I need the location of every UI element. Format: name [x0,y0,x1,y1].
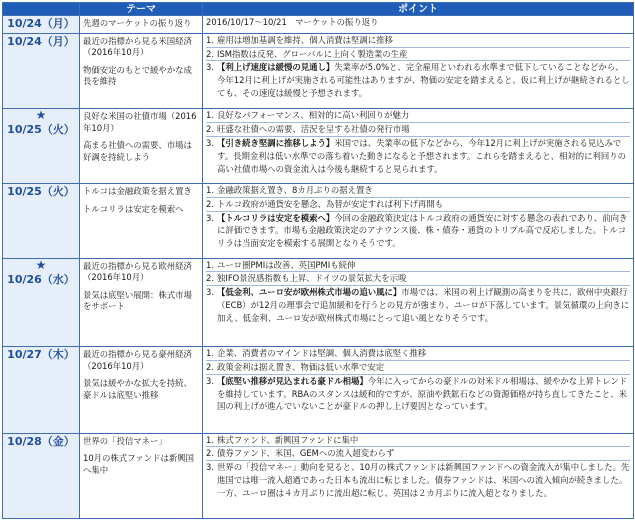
point-number: 3. [206,287,214,298]
point-cell [203,33,634,109]
point-text-wrap [217,375,630,413]
point-text-wrap [217,184,630,197]
point-text: 世界の「投信マネー」動向を見ると、10月の株式ファンドは新興国ファンドへの資金流入が集中しました。先進国では唯一流入超過であった日本も流出に転じました。債券ファンドは、米国への流入傾向が続きました。一方、ユーロ圏は４カ月ぶりに流出超に転じ、英国は２カ月ぶりに流入超となりました。 [217,462,630,498]
point-text: 企業、消費者のマインドは堅調、個人消費は底堅く推移 [217,348,427,359]
point-text-wrap [217,48,630,61]
point-text-wrap [217,286,630,324]
point-item [206,16,630,29]
point-heading: 【低金利、ユーロ安が欧州株式市場の追い風に】 [217,287,402,298]
theme-cell [80,33,203,109]
point-number: 2. [206,273,214,284]
point-text-wrap [217,347,630,360]
point-number: 3. [206,212,214,223]
point-text: 今回の金融政策決定はトルコ政府の通貨安に対する懸念の表れであり、前向きに評価できます。市場も金融政策決定のアナウンス後、株・債券・通貨のトリプル高で反応しました。トルコリラは当面安定を模索する展開となりそうです。 [217,212,628,249]
theme-title: 最近の指標から見る豪州経済（2016年10月） [83,349,192,371]
point-item [206,259,630,273]
point-text-wrap [217,447,630,460]
theme-title: 最近の指標から見る欧州経済（2016年10月） [83,260,192,283]
date-cell [3,33,80,109]
point-cell [203,258,634,347]
point-number: 1. [206,34,214,45]
theme-cell [80,16,203,34]
date-label: 10/24（月） [7,17,75,30]
date-cell [3,433,80,518]
point-number: 3. [206,62,214,73]
point-cell [203,433,634,518]
date-label: 10/25（火） [7,123,75,137]
point-cell [203,347,634,433]
table-row [3,433,634,518]
point-text: 株式ファンド、新興国ファンドに集中 [217,434,359,445]
point-item [206,286,630,324]
point-number: 1. [206,185,214,195]
point-text-wrap [217,212,630,250]
point-text: 旺盛な社債への需要、活況を呈する社債の発行市場 [217,124,410,135]
point-number: 2. [206,448,214,459]
date-label: 10/24（月） [7,34,75,48]
point-text-wrap [217,123,630,136]
table-row [3,258,634,347]
theme-subtitle: 物価安定のもとで緩やかな成長を維持 [83,64,192,87]
point-text: 失業率が5.0%と、完全雇用といわれる水準まで低下していることなどから、今年12月に利上げが実施される可能性はありますが、物価の安定を踏まえると、仮に利上げが継続されるとしても、その速度は緩慢と予想されます。 [217,62,630,99]
point-heading: 【底堅い推移が見込まれる豪ドル相場】 [217,375,368,386]
point-text-wrap [217,461,630,499]
theme-title: 良好な米国の社債市場（2016年10月） [83,111,197,133]
point-text: 債券ファンド、米国、GEMへの流入超変わらず [217,448,395,459]
point-item [206,109,630,123]
table-row [3,184,634,259]
point-text: ISM指数は反発、グローバルに上向く製造業の生産 [217,48,408,59]
report-table [2,2,634,519]
theme-subtitle: 景気は底堅い展開：株式市場をサポート [83,289,192,312]
point-text-wrap [217,34,630,47]
point-text-wrap [217,272,630,285]
theme-subtitle: トルコリラは安定を模索へ [83,203,184,214]
theme-title: 世界の「投信マネー」 [83,435,167,446]
point-number: 1. [206,259,214,270]
point-text: ユーロ圏PMIは改善、英国PMIも続伸 [217,259,356,270]
star-icon: ★ [35,108,47,123]
point-item [206,461,630,499]
point-text: 金融政策据え置き、8カ月ぶりの据え置き [217,185,373,195]
point-item [206,212,630,250]
date-cell [3,347,80,433]
table-row [3,33,634,109]
point-text-wrap [217,109,630,122]
theme-subtitle: 10月の株式ファンドは新興国へ集中 [83,453,194,475]
point-item [206,184,630,198]
point-item [206,34,630,48]
date-cell [3,258,80,347]
point-text-wrap [217,198,630,211]
point-item [206,272,630,286]
point-item [206,434,630,448]
point-text-wrap [217,361,630,374]
point-text-wrap [206,16,630,29]
point-item [206,347,630,361]
point-heading: 【引き続き堅調に推移しよう】 [217,138,335,149]
theme-cell [80,258,203,347]
point-cell [203,184,634,259]
theme-subtitle: 高まる社債への需要、市場は好調を持続しよう [83,140,192,162]
header-point: ポイント [203,3,634,16]
point-item [206,361,630,375]
date-label: 10/26（水） [7,272,75,286]
point-number: 2. [206,48,214,59]
date-cell [3,109,80,184]
table-row [3,109,634,184]
header-date [3,3,80,16]
point-text-wrap [217,434,630,447]
point-item [206,198,630,212]
point-number: 2. [206,198,214,209]
point-text-wrap [217,137,630,175]
point-item [206,447,630,461]
table-row [3,347,634,433]
point-item [206,123,630,137]
point-text: 米国では、失業率の低下などから、今年12月に利上げが実施される見込みです。長期金利は低い水準での落ち着いた動きになると予想されます。これらを踏まえると、相対的に利回りの高い社債市場への資金流入は今後も継続すると見られます。 [217,138,627,174]
table-row [3,16,634,34]
point-item [206,137,630,175]
star-icon: ★ [35,258,47,272]
point-item [206,375,630,413]
date-label: 10/27（木） [7,348,75,362]
point-cell [203,109,634,184]
point-number: 3. [206,138,214,149]
point-heading: 【トルコリラは安定を模索へ】 [217,212,335,223]
theme-subtitle: 景気は緩やかな拡大を持続、豪ドルは底堅い推移 [83,378,192,400]
point-text: 政策金利は据え置き、物価は低い水準で安定 [217,361,385,372]
point-text: 今年に入ってからの豪ドルの対米ドル相場は、緩やかな上昇トレンドを維持しています。RBAのスタンスは緩和的ですが、原油や鉄鉱石などの資源価格が持ち直してきたこと、米国の利上げが進んでいないことが豪ドルの押し上げ要因となっています。 [217,375,628,412]
point-number: 1. [206,434,214,445]
point-text: トルコ政府が通貨安を懸念、為替が安定すれば利下げ再開も [217,198,444,209]
point-text: 良好なパフォーマンス、相対的に高い利回りが魅力 [217,110,410,121]
theme-cell [80,433,203,518]
theme-title: 最近の指標から見る米国経済（2016年10月） [83,35,192,58]
point-text-wrap [217,259,630,272]
header-theme: テーマ [80,3,203,16]
point-item [206,61,630,99]
date-cell [3,16,80,34]
point-item [206,48,630,62]
point-number: 1. [206,348,214,359]
point-text: 市場では、米国の利上げ観測の高まりを共に、欧州中央銀行（ECB）が12月の理事会で追加緩和を行うとの見方が強まり、ユーロが下落しています。景気循環の上向きに加え、低金利、ユーロ安が欧州株式市場にとって追い風となりそうです。 [217,287,630,323]
theme-cell [80,184,203,259]
table-body [3,16,634,519]
point-number: 3. [206,462,214,473]
theme-title: トルコは金融政策を据え置き [83,186,192,196]
theme-title: 先週のマーケットの振り返り [83,18,192,28]
point-text: 2016/10/17～10/21 マーケットの振り返り [206,17,379,27]
point-number: 3. [206,375,214,386]
point-number: 1. [206,110,214,121]
theme-cell [80,109,203,184]
date-cell [3,184,80,259]
point-heading: 【利上げ速度は緩慢の見通し】 [217,62,335,73]
point-number: 2. [206,124,214,135]
header-row [3,3,634,16]
point-cell [203,16,634,34]
point-text: 独IFO景況感指数も上昇、ドイツの景気拡大を示唆 [217,273,407,284]
date-label: 10/28（金） [7,434,75,448]
point-text-wrap [217,61,630,99]
date-label: 10/25（火） [7,185,75,198]
point-number: 2. [206,361,214,372]
theme-cell [80,347,203,433]
point-text: 雇用は増加基調を維持、個人消費は堅調に推移 [217,34,393,45]
